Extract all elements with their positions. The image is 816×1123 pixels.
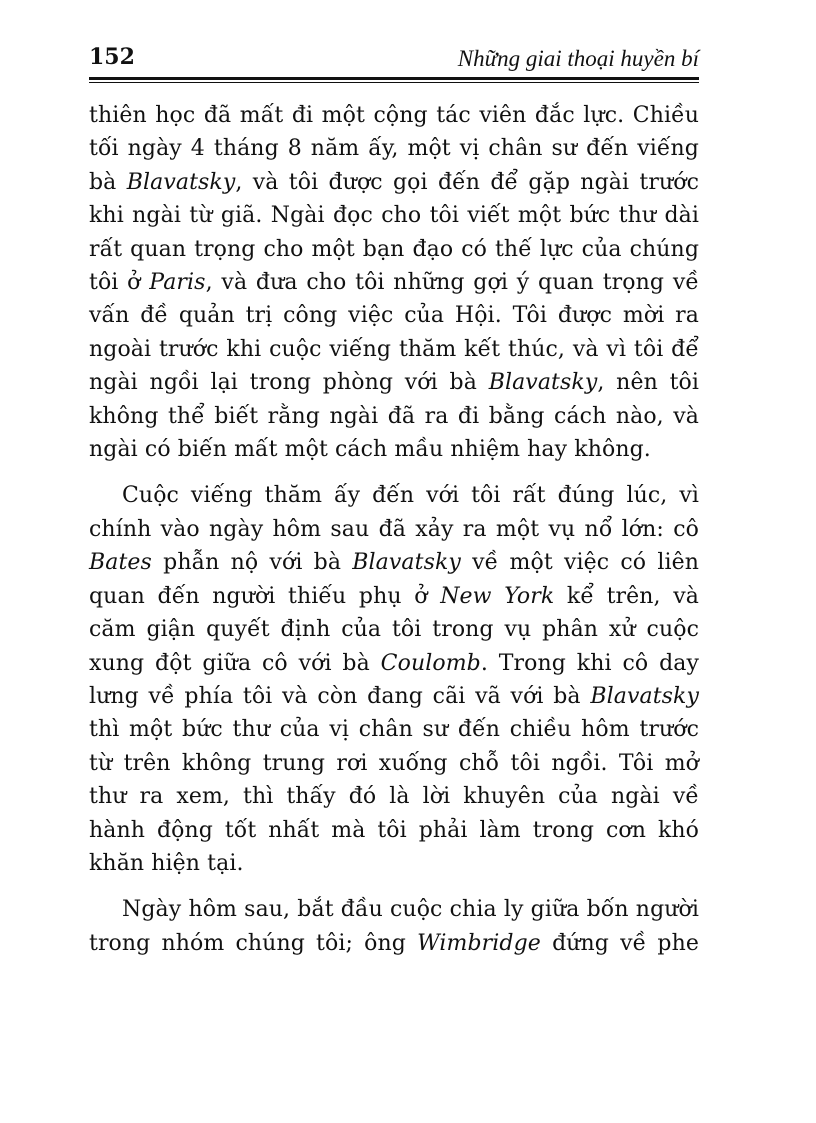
text-segment: . Trong khi cô day [480, 650, 699, 676]
text-line [89, 132, 699, 165]
text-segment: ngài ngồi lại trong phòng với bà [89, 370, 489, 396]
text-segment: thư ra xem, thì thấy đó là lời khuyên của ngài về [89, 784, 699, 810]
text-segment: bà [89, 169, 127, 195]
text-line [89, 780, 699, 813]
text-line [89, 613, 699, 646]
text-segment: căm giận quyết định của tôi trong vụ phân xử cuộc [89, 617, 699, 643]
text-segment: quan đến người thiếu phụ ở [89, 583, 441, 609]
text-segment: ngài có biến mất một cách mầu nhiệm hay không. [89, 437, 651, 463]
text-line [89, 99, 699, 132]
italic-text: Paris [149, 270, 206, 296]
italic-text: Coulomb [380, 650, 481, 676]
text-line [89, 266, 699, 299]
text-segment: thì một bức thư của vị chân sư đến chiều hôm trước [89, 717, 699, 743]
text-segment: kể trên, và [554, 583, 699, 609]
text-segment: ngoài trước khi cuộc viếng thăm kết thúc, và vì tôi để [89, 336, 699, 362]
text-segment: thiên học đã mất đi một cộng tác viên đắc lực. Chiều [89, 103, 699, 128]
header-rule-thick [89, 77, 699, 80]
body-text [89, 99, 699, 960]
text-line [89, 546, 699, 579]
italic-text: Bates [89, 550, 152, 576]
text-segment: không thể biết rằng ngài đã ra đi bằng cách nào, và [89, 403, 699, 429]
text-line [89, 927, 699, 960]
text-segment: rất quan trọng cho một bạn đạo có thế lực của chúng [89, 236, 699, 262]
text-segment: xung đột giữa cô với bà [89, 650, 381, 676]
italic-text: Blavatsky [488, 370, 598, 396]
italic-text: Blavatsky [352, 550, 461, 576]
text-line [89, 366, 699, 399]
text-segment: đứng về phe [540, 930, 699, 956]
paragraph [89, 893, 699, 960]
text-segment: lưng về phía tôi và còn đang cãi vã với bà [89, 683, 591, 709]
text-line [89, 199, 699, 232]
text-segment: Cuộc viếng thăm ấy đến với tôi rất đúng lúc, vì [122, 483, 699, 509]
text-line [89, 893, 699, 926]
italic-text: New York [440, 583, 555, 609]
text-line [89, 814, 699, 847]
text-line [89, 747, 699, 780]
paragraph [89, 479, 699, 880]
text-segment: vấn đề quản trị công việc của Hội. Tôi được mời ra [89, 303, 699, 329]
text-segment: Ngày hôm sau, bắt đầu cuộc chia ly giữa bốn người [122, 897, 699, 923]
italic-text: Wimbridge [417, 930, 541, 956]
text-line [89, 479, 699, 512]
text-segment: , và tôi được gọi đến để gặp ngài trước [235, 169, 699, 195]
text-line [89, 847, 699, 880]
text-line [89, 233, 699, 266]
text-line [89, 299, 699, 332]
text-segment: tôi ở [89, 270, 150, 296]
text-line [89, 513, 699, 546]
text-line [89, 580, 699, 613]
text-segment: , và đưa cho tôi những gợi ý quan trọng về [205, 270, 699, 296]
text-line [89, 333, 699, 366]
text-line [89, 713, 699, 746]
text-segment: trong nhóm chúng tôi; ông [89, 930, 418, 956]
paragraph [89, 99, 699, 466]
text-line [89, 680, 699, 713]
text-segment: , nên tôi [597, 370, 700, 396]
text-segment: khăn hiện tại. [89, 850, 244, 876]
text-segment: chính vào ngày hôm sau đã xảy ra một vụ nổ lớn: cô [89, 516, 699, 542]
italic-text: Blavatsky [126, 169, 236, 195]
text-segment: hành động tốt nhất mà tôi phải làm trong cơn khó [89, 817, 699, 843]
header-rule-thin [89, 82, 699, 83]
page-number: 152 [89, 44, 135, 70]
running-title: Những giai thoại huyền bí [457, 46, 699, 71]
text-line [89, 400, 699, 433]
running-header [89, 44, 699, 74]
text-segment: khi ngài từ giã. Ngài đọc cho tôi viết một bức thư dài [89, 203, 699, 229]
text-segment: tối ngày 4 tháng 8 năm ấy, một vị chân sư đến viếng [89, 136, 699, 162]
text-segment: phẫn nộ với bà [151, 550, 353, 576]
text-segment: về một việc có liên [460, 550, 699, 576]
text-line [89, 647, 699, 680]
italic-text: Blavatsky [590, 683, 699, 709]
text-line [89, 433, 699, 466]
text-line [89, 166, 699, 199]
text-segment: từ trên không trung rơi xuống chỗ tôi ngồi. Tôi mở [89, 750, 699, 776]
